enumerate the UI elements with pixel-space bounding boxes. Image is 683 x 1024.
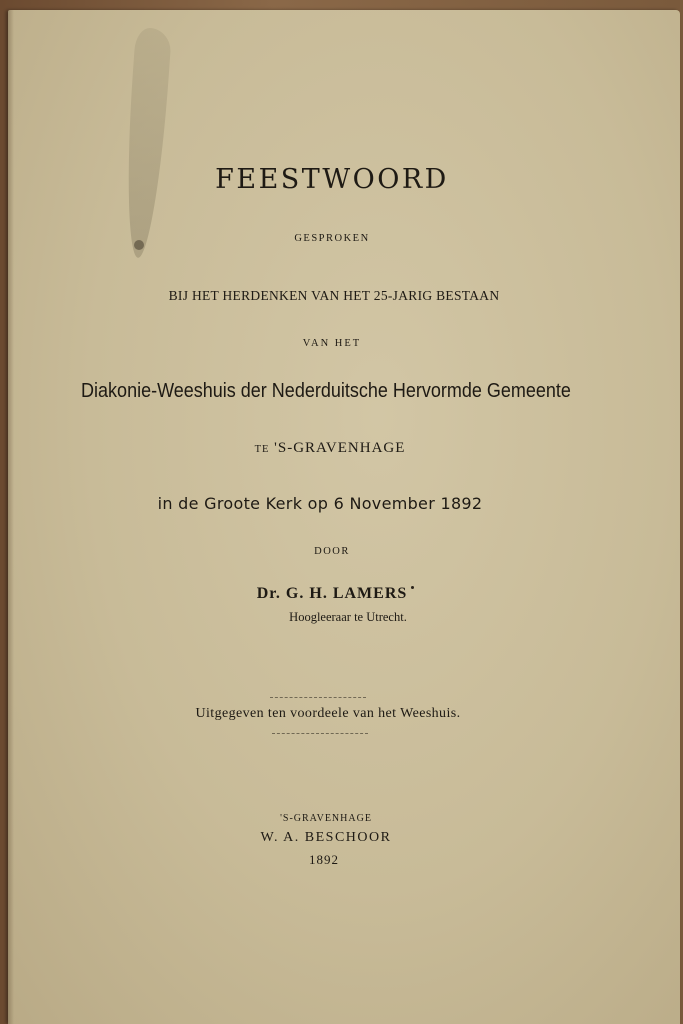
place-prefix: TE (254, 444, 270, 455)
ornamental-rule-bottom (272, 733, 368, 734)
venue-date: in de Groote Kerk op 6 November 1892 (157, 494, 483, 513)
author-affiliation: Hoogleeraar te Utrecht. (289, 610, 407, 624)
title-page (8, 10, 680, 1024)
ornamental-rule-top (270, 697, 366, 698)
ink-speck (411, 586, 414, 589)
imprint-year: 1892 (309, 852, 339, 867)
subtitle-gesproken: GESPROKEN (294, 233, 370, 244)
occasion-line: BIJ HET HERDENKEN VAN HET 25-JARIG BESTAAN (168, 288, 500, 303)
author-name: Dr. G. H. LAMERS (256, 585, 408, 602)
place-name: 'S-GRAVENHAGE (274, 440, 406, 456)
institution-name: Diakonie-Weeshuis der Nederduitsche Hervormde Gemeente (81, 380, 571, 402)
publisher-note: Uitgegeven ten voordeele van het Weeshuis. (195, 706, 461, 721)
van-het-line: VAN HET (302, 338, 362, 349)
door-line: DOOR (314, 546, 350, 557)
imprint-city: 'S-GRAVENHAGE (280, 813, 372, 824)
place-line (0, 440, 666, 457)
document-title: FEESTWOORD (215, 164, 449, 195)
imprint-publisher: W. A. BESCHOOR (260, 830, 392, 845)
page-edge-shadow (8, 10, 14, 1024)
